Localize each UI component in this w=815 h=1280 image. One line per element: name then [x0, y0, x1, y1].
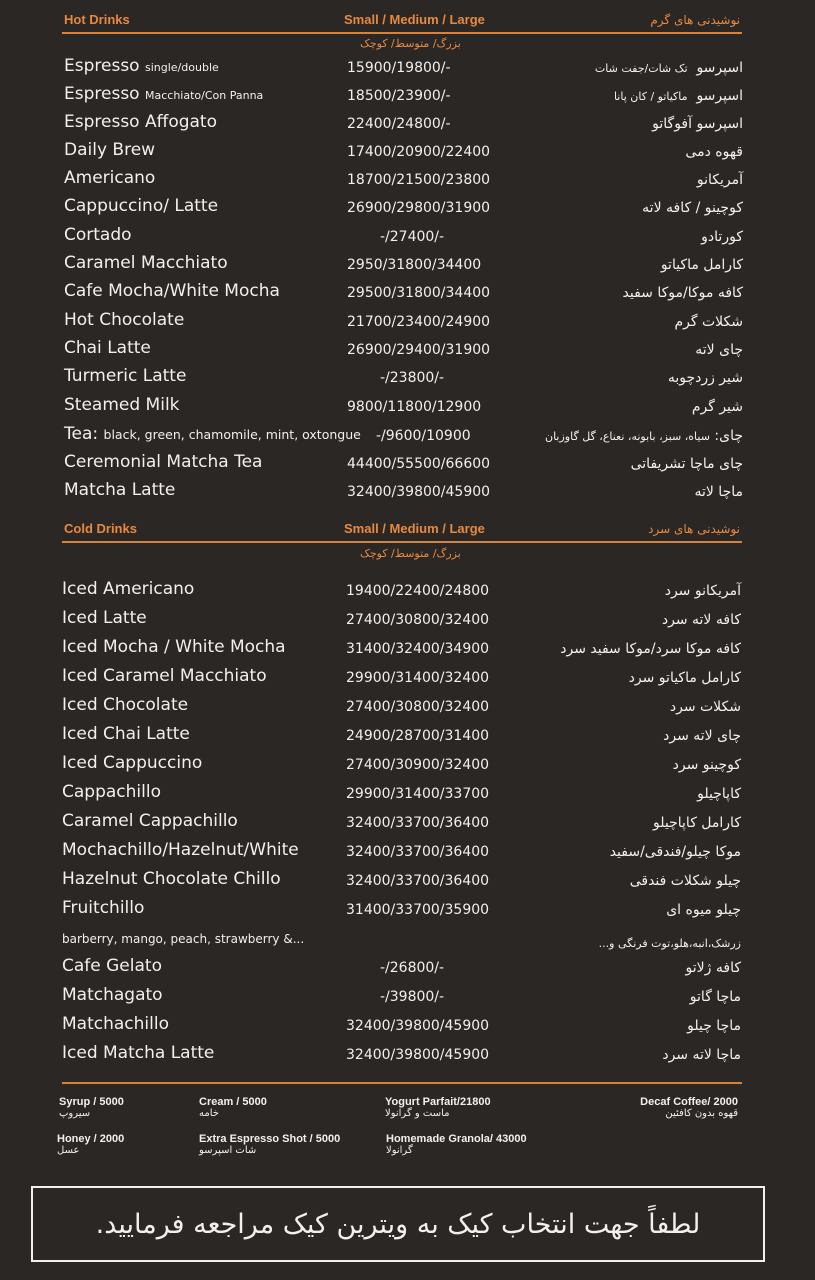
- item-name: Caramel Macchiato: [64, 253, 228, 273]
- item-name: Matcha Latte: [64, 480, 176, 500]
- item-name: Cappachillo: [62, 782, 161, 802]
- menu-row: [0, 956, 815, 984]
- cake-notice-box: [31, 1186, 765, 1262]
- item-price: 22400/24800/-: [347, 116, 451, 132]
- item-name-fa: شکلات سرد: [669, 699, 741, 715]
- hot-drinks-header: [62, 12, 742, 34]
- item-price: 15900/19800/-: [347, 60, 451, 76]
- menu-row: [0, 480, 815, 508]
- item-name: Turmeric Latte: [64, 366, 187, 386]
- item-name-fa: کوچینو / کافه لاته: [642, 200, 743, 216]
- item-name: Ceremonial Matcha Tea: [64, 452, 263, 472]
- item-name: Hot Chocolate: [64, 310, 185, 330]
- menu-row: [0, 281, 815, 309]
- item-price: 31400/33700/35900: [346, 902, 490, 918]
- item-name-fa: کورتادو: [701, 229, 743, 245]
- menu-row: [0, 637, 815, 665]
- cold-sizes-label-fa: بزرگ/ متوسط/ کوچک: [360, 547, 461, 560]
- item-name-fa: اسپرسو تک شات/جفت شات: [594, 60, 743, 76]
- menu-row: [0, 424, 815, 452]
- item-price: 21700/23400/24900: [347, 314, 491, 330]
- item-name-fa: چای ماچا تشریفاتی: [630, 456, 743, 472]
- extra-homemade-granola: Homemade Granola/ 43000 گرانولا: [386, 1133, 527, 1156]
- item-name-fa: چیلو شکلات فندقی: [629, 873, 741, 889]
- item-name: Espresso Macchiato/Con Panna: [64, 84, 264, 104]
- item-name: Cappuccino/ Latte: [64, 196, 219, 216]
- hot-sizes-label-fa: بزرگ/ متوسط/ کوچک: [360, 37, 461, 50]
- item-name: Espresso Affogato: [64, 112, 217, 132]
- extra-decaf-coffee: Decaf Coffee/ 2000 قهوه بدون کافئین: [640, 1096, 738, 1119]
- item-name-fa: ماچا چیلو: [687, 1018, 741, 1034]
- menu-row: [0, 840, 815, 868]
- cold-drinks-header: [62, 521, 742, 543]
- item-name: Americano: [64, 168, 156, 188]
- item-price: -/9600/10900: [376, 428, 471, 444]
- menu-row: [0, 985, 815, 1013]
- item-price: 32400/39800/45900: [346, 1047, 490, 1063]
- item-price: 18700/21500/23800: [347, 172, 491, 188]
- item-price: 32400/33700/36400: [346, 873, 490, 889]
- item-price: 2950/31800/34400: [347, 257, 482, 273]
- menu-row: [0, 196, 815, 224]
- item-name: Iced Latte: [62, 608, 147, 628]
- extra-syrup: Syrup / 5000 سیروپ: [59, 1096, 124, 1119]
- item-price: 29900/31400/32400: [346, 670, 490, 686]
- extra-cream: Cream / 5000 خامه: [199, 1096, 267, 1119]
- item-name-fa: اسپرسو آفوگاتو: [652, 116, 743, 132]
- item-name-fa: کافه لاته سرد: [661, 612, 741, 628]
- menu-row: [0, 869, 815, 897]
- item-name-fa: موکا چیلو/فندقی/سفید: [609, 844, 741, 860]
- item-price: 29500/31800/34400: [347, 285, 491, 301]
- menu-row: [0, 225, 815, 253]
- extra-espresso-shot: Extra Espresso Shot / 5000 شات اسپرسو: [199, 1133, 341, 1156]
- menu-row: [0, 168, 815, 196]
- extra-honey: Honey / 2000 عسل: [57, 1133, 125, 1156]
- item-price: 31400/32400/34900: [346, 641, 490, 657]
- item-name-fa: چای: سیاه، سبز، بابونه، نعناع، گل گاوزبان: [545, 428, 743, 444]
- menu-row: [0, 1043, 815, 1071]
- cold-sizes-label: Small / Medium / Large: [344, 521, 485, 536]
- item-name-fa: کافه ژلاتو: [685, 960, 741, 976]
- menu-row: [0, 579, 815, 607]
- item-name-fa: چای لاته: [695, 342, 743, 358]
- item-name-fa: شیر زردچوبه: [667, 370, 743, 386]
- item-price: 32400/33700/36400: [346, 815, 490, 831]
- item-name-fa: آمریکانو: [696, 172, 743, 188]
- item-price: 32400/39800/45900: [346, 1018, 490, 1034]
- item-price: 9800/11800/12900: [347, 399, 482, 415]
- item-price: 44400/55500/66600: [347, 456, 491, 472]
- item-price: -/39800/-: [380, 989, 445, 1005]
- item-name: Espresso single/double: [64, 56, 219, 76]
- extras-divider: [62, 1082, 742, 1084]
- menu-row: [0, 112, 815, 140]
- item-name-fa: ماچا گاتو: [689, 989, 741, 1005]
- item-price: 32400/33700/36400: [346, 844, 490, 860]
- cold-drinks-title: Cold Drinks: [64, 521, 137, 536]
- item-name-fa: کافه موکا سرد/موکا سفید سرد: [560, 641, 741, 657]
- item-name: Tea: black, green, chamomile, mint, oxtongue: [64, 424, 361, 444]
- extra-yogurt-parfait: Yogurt Parfait/21800 ماست و گرانولا: [385, 1096, 491, 1119]
- item-name: Steamed Milk: [64, 395, 180, 415]
- item-name: Caramel Cappachillo: [62, 811, 238, 831]
- hot-drinks-title-fa: نوشیدنی های گرم: [650, 13, 740, 27]
- item-price: 17400/20900/22400: [347, 144, 491, 160]
- menu-row: [0, 898, 815, 926]
- item-name-fa: شکلات گرم: [674, 314, 743, 330]
- menu-row: [0, 753, 815, 781]
- item-name-fa: چای لاته سرد: [663, 728, 741, 744]
- menu-row: [0, 310, 815, 338]
- item-name-fa: شیر گرم: [691, 399, 743, 415]
- item-name: Iced Chocolate: [62, 695, 189, 715]
- item-name-fa: کافه موکا/موکا سفید: [622, 285, 743, 301]
- menu-row: [0, 666, 815, 694]
- menu-row: [0, 811, 815, 839]
- item-price: -/23800/-: [380, 370, 445, 386]
- hot-sizes-label: Small / Medium / Large: [344, 12, 485, 27]
- item-name-fa: ماچا لاته: [694, 484, 743, 500]
- menu-row: [0, 452, 815, 480]
- menu-row: [0, 253, 815, 281]
- menu-row: [0, 608, 815, 636]
- item-name: Cafe Mocha/White Mocha: [64, 281, 280, 301]
- menu-row: [0, 84, 815, 112]
- item-name-fa: کاپاچیلو: [697, 786, 741, 802]
- item-name: Cortado: [64, 225, 132, 245]
- menu-row: [0, 1014, 815, 1042]
- menu-row: [0, 782, 815, 810]
- item-name-fa: چیلو میوه ای: [666, 902, 741, 918]
- item-price: 27400/30800/32400: [346, 699, 490, 715]
- menu-row: [0, 140, 815, 168]
- item-name-fa: ماچا لاته سرد: [662, 1047, 741, 1063]
- item-name-fa: کوچینو سرد: [672, 757, 741, 773]
- fruitchillo-flavors-fa: زرشک،انبه،هلو،توت فرنگی و...: [598, 937, 741, 950]
- item-price: 27400/30800/32400: [346, 612, 490, 628]
- item-price: 19400/22400/24800: [346, 583, 490, 599]
- item-name: Iced Cappuccino: [62, 753, 203, 773]
- menu-row: [0, 695, 815, 723]
- item-price: 27400/30900/32400: [346, 757, 490, 773]
- item-name-fa: اسپرسو ماکیاتو / کان پانا: [613, 88, 743, 104]
- item-price: 26900/29400/31900: [347, 342, 491, 358]
- hot-drinks-title: Hot Drinks: [64, 12, 130, 27]
- item-price: 26900/29800/31900: [347, 200, 491, 216]
- item-name: Chai Latte: [64, 338, 151, 358]
- item-name-fa: کارامل ماکیاتو سرد: [628, 670, 741, 686]
- item-name: Matchagato: [62, 985, 163, 1005]
- item-name-fa: کارامل ماکیاتو: [660, 257, 743, 273]
- item-name: Iced Mocha / White Mocha: [62, 637, 286, 657]
- item-price: 24900/28700/31400: [346, 728, 490, 744]
- item-name-fa: قهوه دمی: [685, 144, 743, 160]
- fruitchillo-flavors: barberry, mango, peach, strawberry &...: [62, 932, 305, 946]
- menu-row: [0, 338, 815, 366]
- item-name: Iced Chai Latte: [62, 724, 190, 744]
- item-price: 18500/23900/-: [347, 88, 451, 104]
- menu-row: [0, 395, 815, 423]
- item-name: Daily Brew: [64, 140, 156, 160]
- item-price: 32400/39800/45900: [347, 484, 491, 500]
- item-name-fa: کارامل کاپاچیلو: [653, 815, 741, 831]
- item-name: Hazelnut Chocolate Chillo: [62, 869, 281, 889]
- menu-row: [0, 366, 815, 394]
- item-price: 29900/31400/33700: [346, 786, 490, 802]
- item-name: Cafe Gelato: [62, 956, 162, 976]
- menu-row: [0, 56, 815, 84]
- item-name: Mochachillo/Hazelnut/White: [62, 840, 299, 860]
- item-name: Iced Matcha Latte: [62, 1043, 215, 1063]
- item-name: Fruitchillo: [62, 898, 145, 918]
- item-price: -/26800/-: [380, 960, 445, 976]
- cake-notice-text: لطفاً جهت انتخاب کیک به ویترین کیک مراجعه فرمایید.: [95, 1208, 701, 1240]
- item-price: -/27400/-: [380, 229, 445, 245]
- item-name: Iced Americano: [62, 579, 195, 599]
- item-name: Iced Caramel Macchiato: [62, 666, 267, 686]
- item-name-fa: آمریکانو سرد: [664, 583, 741, 599]
- cold-drinks-title-fa: نوشیدنی های سرد: [648, 522, 740, 536]
- item-name: Matchachillo: [62, 1014, 169, 1034]
- menu-row: [0, 724, 815, 752]
